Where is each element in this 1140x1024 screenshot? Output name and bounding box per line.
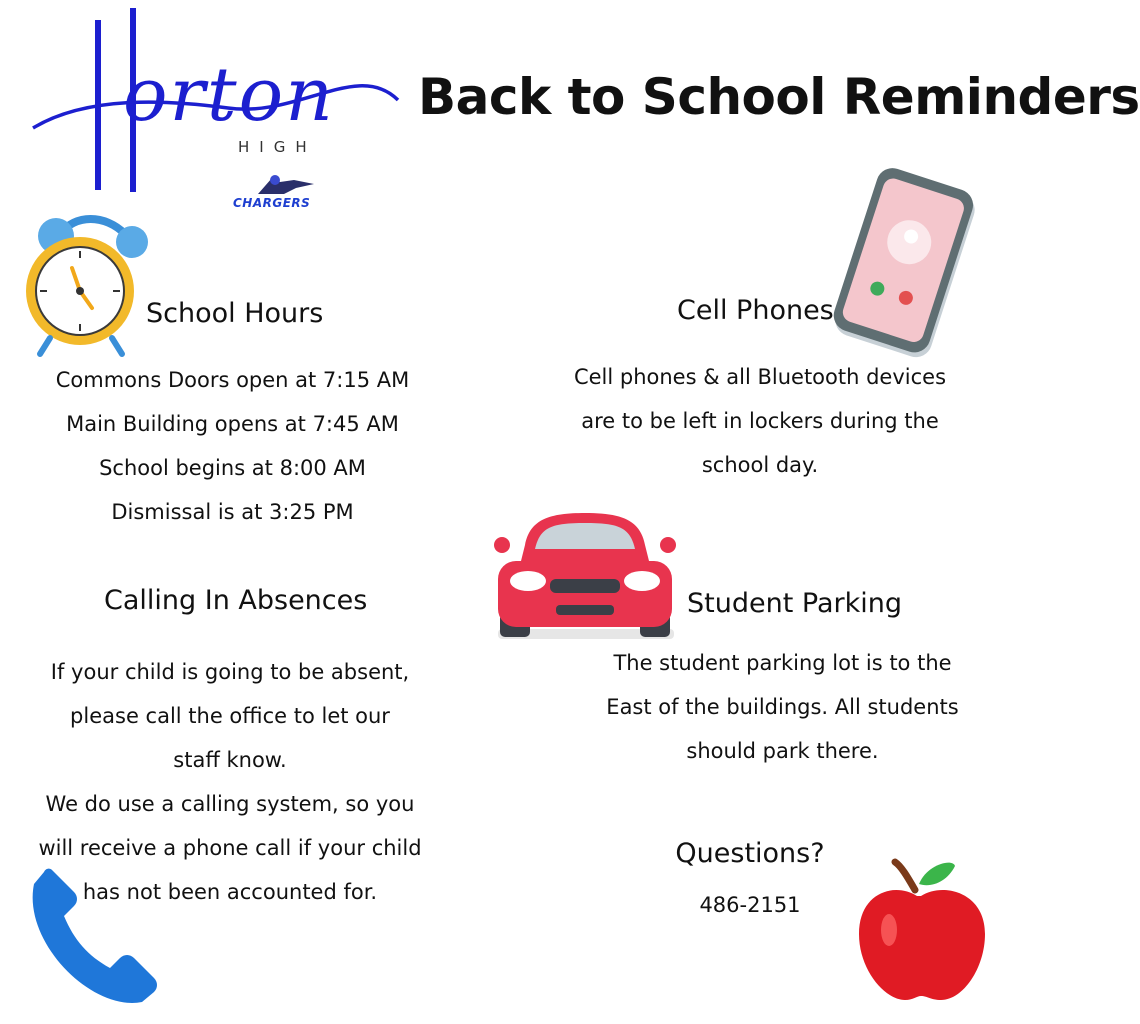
cell-phones-line: school day. (701, 453, 819, 477)
alarm-clock-icon (20, 196, 160, 361)
school-hours-list (20, 358, 445, 534)
smartphone-icon (820, 170, 990, 360)
student-parking-line: should park there. (686, 739, 879, 763)
student-parking-heading: Student Parking (687, 588, 902, 619)
questions-heading: Questions? (675, 838, 825, 869)
logo-chargers-text: CHARGERS (233, 196, 311, 210)
page-title: Back to School Reminders (418, 68, 1140, 126)
absences-line: We do use a calling system, so you (45, 792, 415, 816)
school-hours-line: School begins at 8:00 AM (99, 456, 366, 480)
student-parking-line: The student parking lot is to the (613, 651, 952, 675)
school-logo (28, 0, 408, 225)
logo-high-text: HIGH (238, 138, 317, 156)
school-hours-line: Main Building opens at 7:45 AM (66, 412, 399, 436)
student-parking-text (580, 641, 985, 773)
cell-phones-text (555, 355, 965, 487)
school-hours-heading: School Hours (146, 298, 324, 329)
questions-phone-number: 486-2151 (699, 893, 801, 917)
absences-line: staff know. (173, 748, 287, 772)
logo-wordmark: orton (123, 52, 335, 138)
absences-heading: Calling In Absences (104, 585, 368, 616)
apple-icon (855, 858, 990, 1003)
school-hours-line: Dismissal is at 3:25 PM (111, 500, 354, 524)
absences-line: has not been accounted for. (82, 880, 378, 904)
cell-phones-line: Cell phones & all Bluetooth devices (573, 365, 947, 389)
cell-phones-line: are to be left in lockers during the (581, 409, 939, 433)
charger-knight-icon (250, 172, 320, 198)
school-hours-line: Commons Doors open at 7:15 AM (55, 368, 410, 392)
absences-line: If your child is going to be absent, (50, 660, 410, 684)
telephone-handset-icon (22, 862, 162, 1007)
cell-phones-heading: Cell Phones (677, 295, 834, 326)
absences-line: please call the office to let our (70, 704, 390, 728)
student-parking-line: East of the buildings. All students (606, 695, 959, 719)
car-icon (490, 505, 680, 645)
absences-line: will receive a phone call if your child (38, 836, 422, 860)
